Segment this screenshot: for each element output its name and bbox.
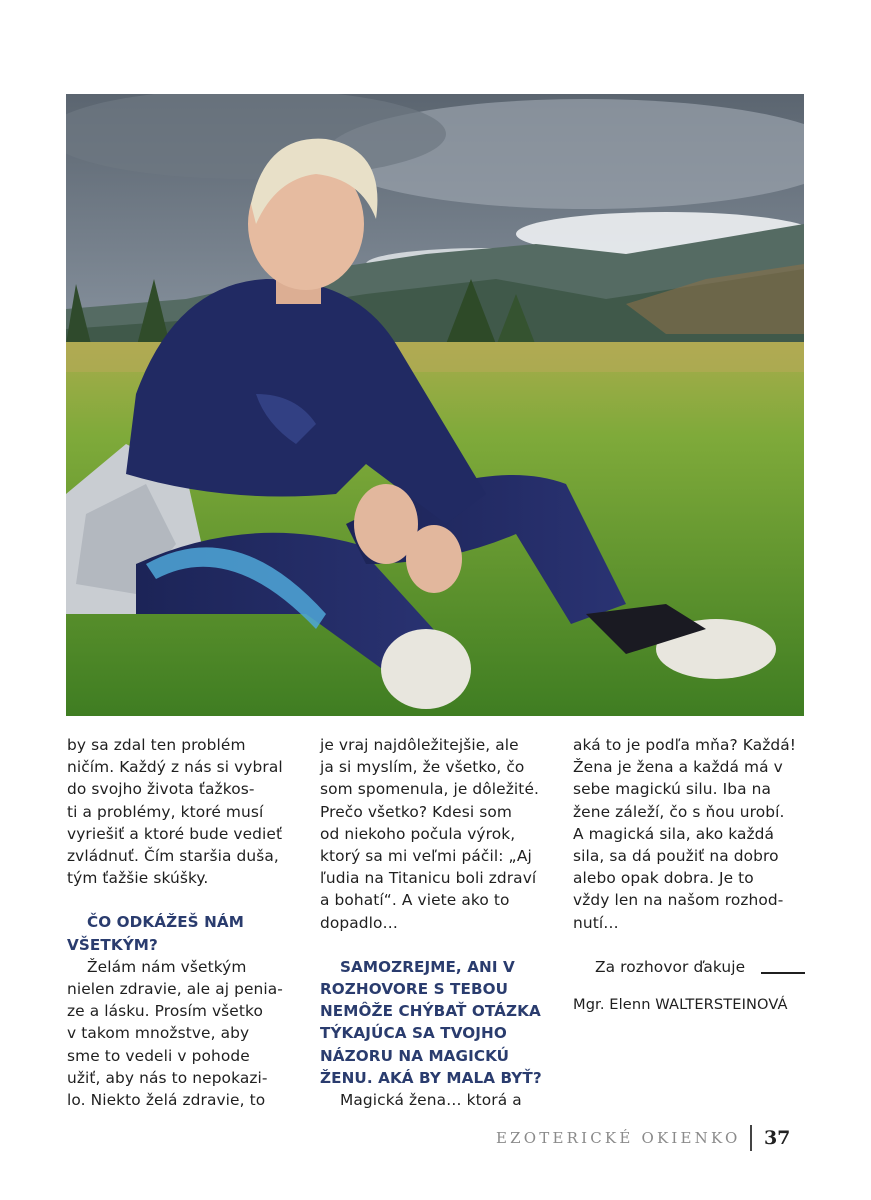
signature-rule — [761, 972, 805, 974]
article-column-2 — [320, 734, 552, 1111]
interview-question: ČO ODKÁŽEŠ NÁM VŠETKÝM? — [67, 913, 244, 954]
paragraph: by sa zdal ten problém ničím. Každý z nás si vybral do svojho života ťažkos- ti a problémy, ktoré musí vyriešiť a ktoré bude vedieť zvládnuť. Čím staršia duša, tým ťažšie skúšky. — [67, 736, 283, 888]
author-name: Mgr. Elenn WALTERSTEINOVÁ — [573, 996, 788, 1014]
page-number: 37 — [763, 1127, 791, 1149]
thanks-line — [573, 956, 805, 978]
paragraph: Magická žena… ktorá a — [340, 1091, 522, 1110]
paragraph: Želám nám všetkým nielen zdravie, ale aj peniа- ze a lásku. Prosím všetko v takom množstve, aby sme to vedeli v pohode užiť, aby nás to nepokazi- lo. Niekto želá zdravie, to — [67, 957, 283, 1110]
thanks-text: Za rozhovor ďakuje — [595, 957, 746, 976]
paragraph: aká to je podľa mňa? Každá! Žena je žena a každá má v sebe magickú silu. Iba na žene záleží, čo s ňou urobí. A magická sila, ako každá sila, sa dá použiť na dobro alebo opak dobra. Je to vždy len na našom rozhod- nutí… — [573, 736, 797, 932]
article-column-1 — [67, 734, 297, 1111]
paragraph: je vraj najdôležitejšie, ale ja si myslím, že všetko, čo som spomenula, je dôležité. Prečo všetko? Kdesi som od niekoho počula výrok, ktorý sa mi veľmi páčil: „Aj ľudia na Titanicu boli zdraví a bohatí“. A viete ako to dopadlo… — [320, 736, 540, 932]
article-photo — [66, 94, 804, 716]
interview-question: SAMOZREJME, ANI V ROZHOVORE S TEBOU NEMÔŽE CHÝBAŤ OTÁZKA TÝKAJÚCA SA TVOJHO NÁZORU NA MAGICKÚ ŽENU. AKÁ BY MALA BYŤ? — [320, 957, 542, 1087]
footer-divider — [750, 1125, 752, 1151]
article-column-3 — [573, 734, 805, 1016]
section-title: EZOTERICKÉ OKIENKO — [496, 1129, 741, 1147]
page-footer — [496, 1124, 790, 1152]
